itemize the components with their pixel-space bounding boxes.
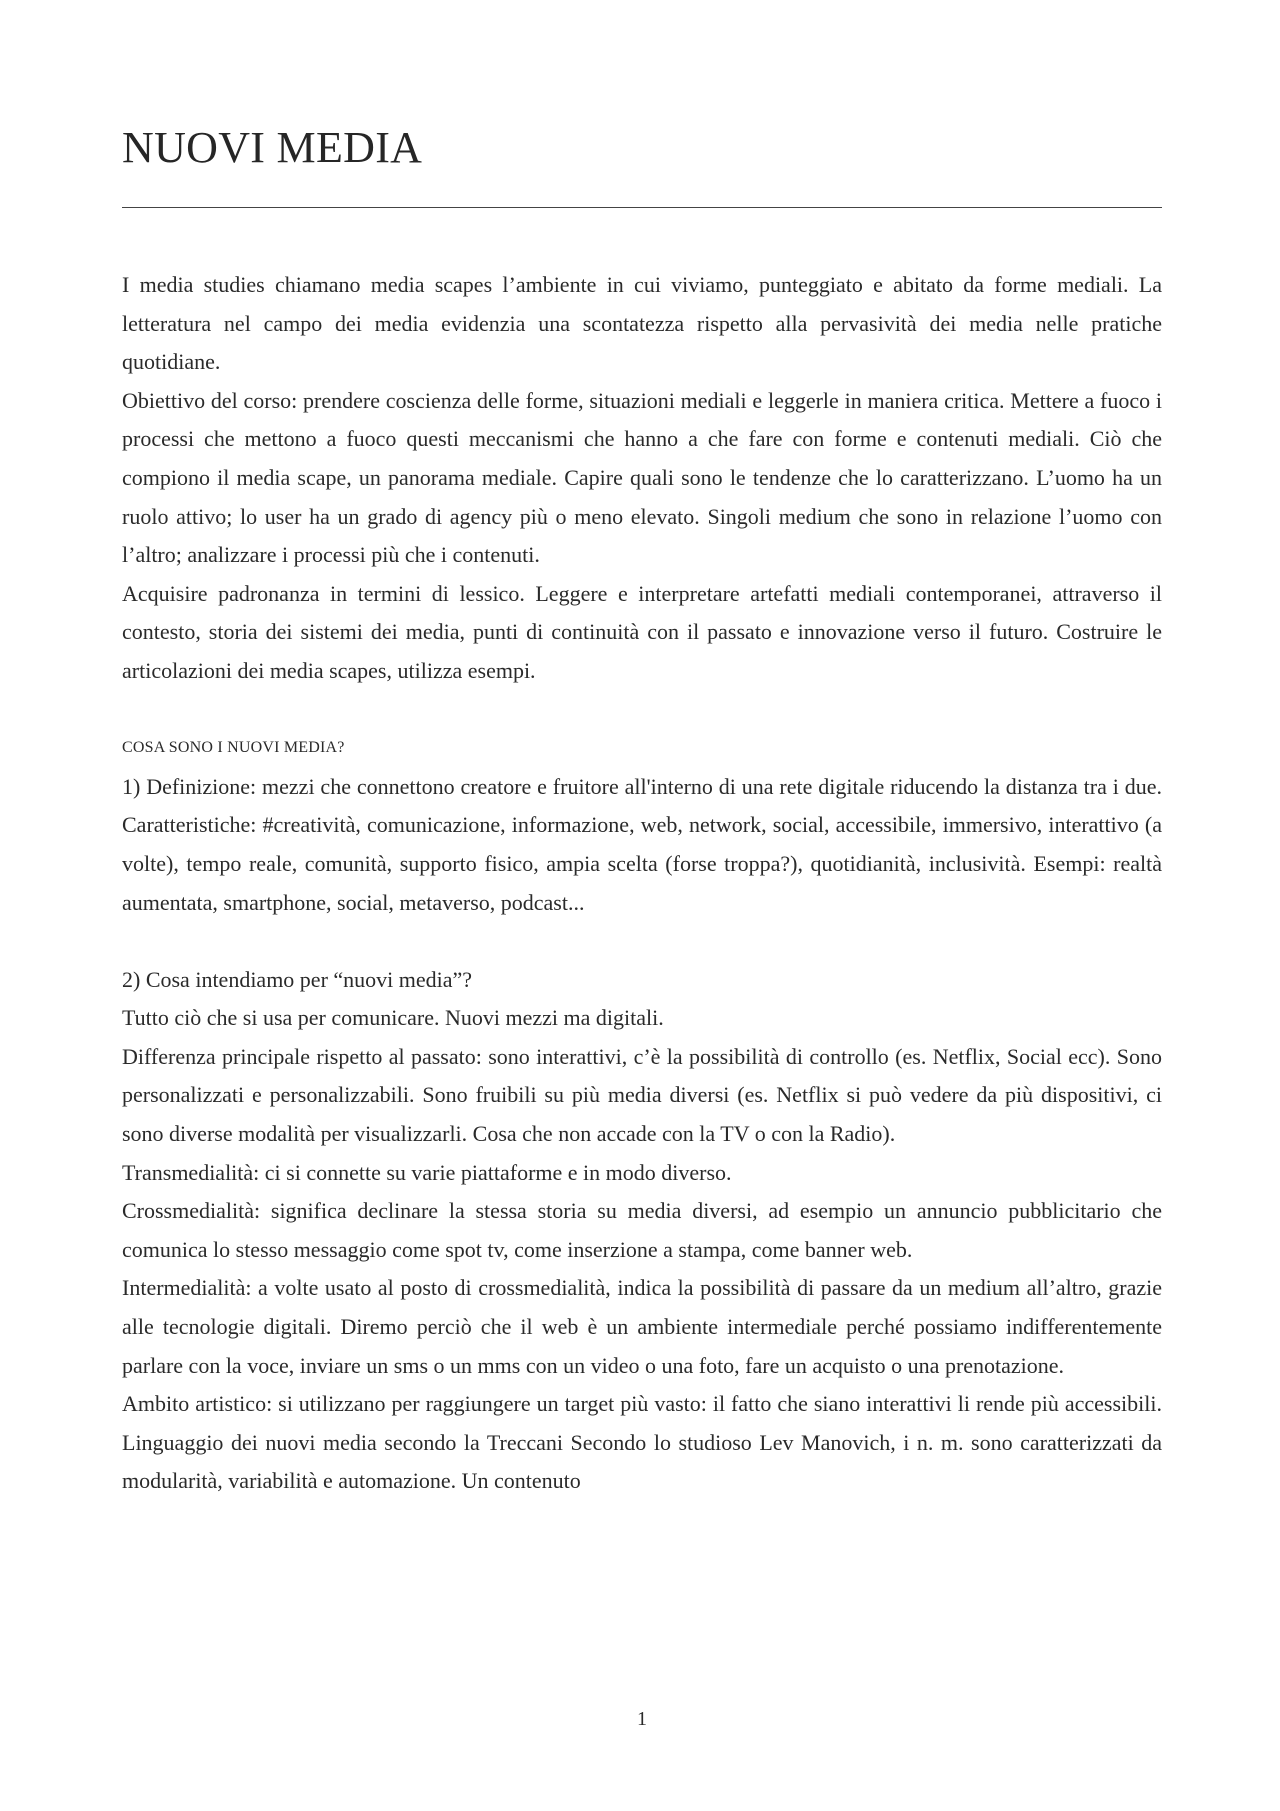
body-paragraph: Crossmedialità: significa declinare la stessa storia su media diversi, ad esempio un annuncio pubblicitario che comunica lo stesso messaggio come spot tv, come inserzione a stampa, come banner web. [122, 1198, 1162, 1262]
paragraph-spacer [122, 691, 1162, 730]
page-number: 1 [637, 1708, 647, 1730]
intro-paragraph: I media studies chiamano media scapes l’ambiente in cui viviamo, punteggiato e abitato da forme mediali. La letteratura nel campo dei media evidenzia una scontatezza rispetto alla pervasività dei media nelle pratiche quotidiane. [122, 272, 1162, 375]
body-paragraph: Transmedialità: ci si connette su varie piattaforme e in modo diverso. [122, 1159, 732, 1185]
document-body [122, 266, 1162, 1501]
document-page [122, 0, 1162, 1811]
body-paragraph: Differenza principale rispetto al passato: sono interattivi, c’è la possibilità di controllo (es. Netflix, Social ecc). Sono personalizzati e personalizzabili. Sono fruibili su più media diversi (es. Netflix si può vedere da più dispositivi, ci sono diverse modalità per visualizzarli. Cosa che non accade con la TV o con la Radio). [122, 1043, 1162, 1147]
body-paragraph: Intermedialità: a volte usato al posto di crossmedialità, indica la possibilità di passare da un medium all’altro, grazie alle tecnologie digitali. Diremo perciò che il web è un ambiente intermediale perché possiamo indifferentemente parlare con la voce, inviare un sms o un mms con un video o una foto, fare un acquisto o una prenotazione. [122, 1275, 1162, 1378]
title-divider [122, 207, 1162, 208]
intro-paragraph: Obiettivo del corso: prendere coscienza delle forme, situazioni mediali e leggerle in maniera critica. Mettere a fuoco i processi che mettono a fuoco questi meccanismi che hanno a che fare con forme e contenuti mediali. Ciò che compiono il media scape, un panorama mediale. Capire quali sono le tendenze che lo caratterizzano. L’uomo ha un ruolo attivo; lo user ha un grado di agency più o meno elevato. Singoli medium che sono in relazione l’uomo con l’altro; analizzare i processi più che i contenuti. [122, 387, 1162, 568]
definition-paragraph: 1) Definizione: mezzi che connettono creatore e fruitore all'interno di una rete digitale riducendo la distanza tra i due. Caratteristiche: #creatività, comunicazione, informazione, web, network, social, accessibile, immersivo, interattivo (a volte), tempo reale, comunità, supporto fisico, ampia scelta (forse troppa?), quotidianità, inclusività. Esempi: realtà aumentata, smartphone, social, metaverso, podcast... [122, 773, 1162, 915]
body-paragraph: Ambito artistico: si utilizzano per raggiungere un target più vasto: il fatto che siano interattivi li rende più accessibili. Linguaggio dei nuovi media secondo la Treccani Secondo lo studioso Lev Manovich, i n. m. sono caratterizzati da modularità, variabilità e automazione. Un contenuto [122, 1391, 1162, 1494]
page-title: NUOVI MEDIA [122, 123, 423, 172]
paragraph-spacer [122, 922, 1162, 961]
section-heading: COSA SONO I NUOVI MEDIA? [122, 739, 345, 757]
body-paragraph: Tutto ciò che si usa per comunicare. Nuovi mezzi ma digitali. [122, 1005, 664, 1031]
intro-paragraph: Acquisire padronanza in termini di lessico. Leggere e interpretare artefatti mediali contemporanei, attraverso il contesto, storia dei sistemi dei media, punti di continuità con il passato e innovazione verso il futuro. Costruire le articolazioni dei media scapes, utilizza esempi. [122, 580, 1162, 683]
question-line: 2) Cosa intendiamo per “nuovi media”? [122, 966, 473, 992]
